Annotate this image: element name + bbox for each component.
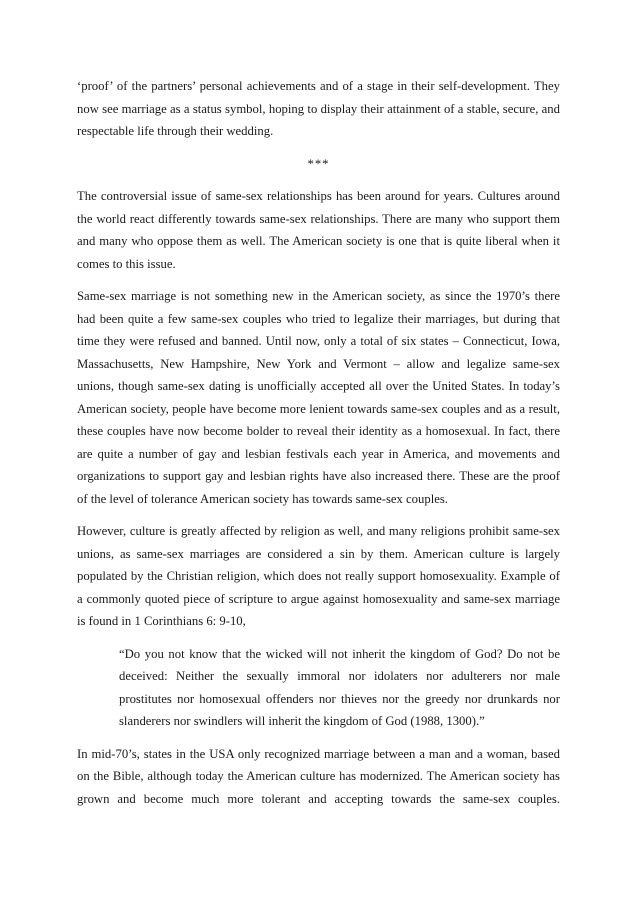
scripture-quote: “Do you not know that the wicked will not inherit the kingdom of God? Do not be deceived: Neither the sexually immoral nor idolaters nor adulterers nor male prostitutes nor homosexual offenders nor thieves nor the greedy nor drunkards nor slanderers nor swindlers will inherit the kingdom of God (1988, 1300).”	[119, 646, 560, 728]
paragraph-intro: ‘proof’ of the partners’ personal achievements and of a stage in their self-development. They now see marriage as a status symbol, hoping to display their attainment of a stable, secure, and respectable life through their wedding.	[77, 79, 560, 138]
section-separator: ***	[307, 156, 330, 171]
paragraph-religion: However, culture is greatly affected by religion as well, and many religions prohibit same-sex unions, as same-sex marriages are considered a sin by them. American culture is largely populated by the Christian religion, which does not really support homosexuality. Example of a commonly quoted piece of scripture to argue against homosexuality and same-sex marriage is found in 1 Corinthians 6: 9-10,	[77, 524, 560, 628]
document-body	[77, 75, 560, 820]
paragraph-same-sex-marriage-history: Same-sex marriage is not something new in the American society, as since the 1970’s there had been quite a few same-sex couples who tried to legalize their marriages, but during that time they were refused and banned. Until now, only a total of six states – Connecticut, Iowa, Massachusetts, New Hampshire, New York and Vermont – allow and legalize same-sex unions, though same-sex dating is unofficially accepted all over the United States. In today’s American society, people have become more lenient towards same-sex couples and as a result, these couples have now become bolder to reveal their identity as a homosexual. In fact, there are quite a number of gay and lesbian festivals each year in America, and movements and organizations to support gay and lesbian rights have also increased there. These are the proof of the level of tolerance American society has towards same-sex couples.	[77, 289, 560, 506]
paragraph-mid-70s: In mid-70’s, states in the USA only recognized marriage between a man and a woman, based on the Bible, although today the American culture has modernized. The American society has grown and become much more tolerant and accepting towards the same-sex couples.	[77, 746, 560, 806]
paragraph-controversial-issue: The controversial issue of same-sex relationships has been around for years. Cultures around the world react differently towards same-sex relationships. There are many who support them and many who oppose them as well. The American society is one that is quite liberal when it comes to this issue.	[77, 189, 560, 271]
